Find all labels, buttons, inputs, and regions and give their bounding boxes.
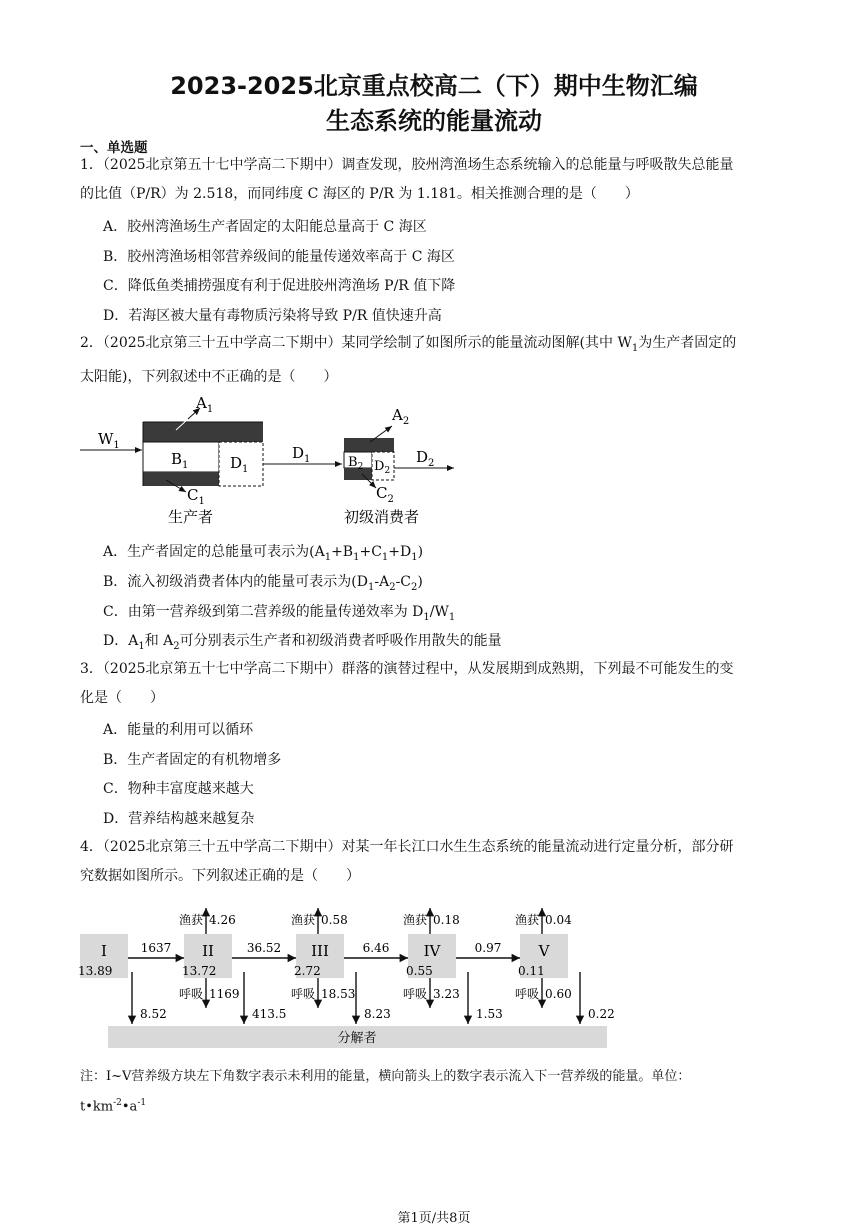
respiration-label: 呼吸 [514, 987, 539, 1001]
consumer-respiration-band [344, 438, 394, 452]
decomposer-value: 1.53 [476, 1007, 503, 1021]
producer-c1-band [143, 472, 219, 486]
decomposer-value: 0.22 [588, 1007, 615, 1021]
d2-transfer-label: $D_2$ [416, 448, 435, 469]
q2-option-a: A．生产者固定的总能量可表示为$(A_1+B_1+C_1+D_1)$ [103, 544, 424, 563]
respiration-label: 呼吸 [402, 987, 427, 1001]
respiration-value: 0.60 [545, 987, 572, 1001]
decomposer-label: 分解者 [337, 1031, 377, 1046]
q4-stem-line1: 4．（2025北京第三十五中学高二下期中）对某一年长江口水生生态系统的能量流动进行定量分析，部分研 [80, 839, 734, 855]
q2-stem-line1: 2．（2025北京第三十五中学高二下期中）某同学绘制了如图所示的能量流动图解(其中 $W_1$为生产者固定的 [80, 335, 737, 354]
q1-option-b: B．胶州湾渔场相邻营养级间的能量传递效率高于 C 海区 [103, 249, 455, 265]
q3-option-a: A．能量的利用可以循环 [103, 722, 254, 738]
c2-label: $C_2$ [376, 484, 394, 505]
energy-flow-diagram [76, 392, 476, 532]
d1-transfer-label: $D_1$ [292, 444, 311, 465]
respiration-value: 18.53 [321, 987, 356, 1001]
trophic-level-diagram [74, 900, 619, 1058]
respiration-label: 呼吸 [290, 987, 315, 1001]
unused-value: 13.89 [78, 964, 113, 978]
transfer-value: 0.97 [474, 941, 502, 955]
q3-option-d: D．营养结构越来越复杂 [103, 811, 255, 827]
d2-label: $D_2$ [374, 459, 391, 476]
q1-option-a: A．胶州湾渔场生产者固定的太阳能总量高于 C 海区 [103, 219, 427, 235]
a1-label: $A_1$ [196, 394, 214, 415]
q2-option-b: B．流入初级消费者体内的能量可表示为$(D_1-A_2-C_2)$ [103, 574, 423, 593]
unused-value: 0.11 [518, 964, 545, 978]
catch-value: 0.18 [433, 913, 460, 927]
note-line1: 注：I~V营养级方块左下角数字表示未利用的能量，横向箭头上的数字表示流入下一营养级的能量。单位： [80, 1069, 691, 1084]
q1-stem [80, 151, 792, 209]
d1-label: $D_1$ [230, 454, 249, 475]
page-title-line2: 生态系统的能量流动 [326, 107, 542, 135]
q3-stem [80, 655, 792, 713]
q4-stem [80, 833, 792, 891]
q1-stem-line1: 1．（2025北京第五十七中学高二下期中）调查发现，胶州湾渔场生态系统输入的总能量与呼吸散失总能量 [80, 157, 734, 173]
decomposer-value: 8.23 [364, 1007, 391, 1021]
unused-value: 0.55 [406, 964, 433, 978]
page-title-line1: 2023-2025北京重点校高二（下）期中生物汇编 [170, 72, 698, 100]
catch-label: 渔获 [290, 913, 315, 927]
q3-stem-line1: 3．（2025北京第五十七中学高二下期中）群落的演替过程中，从发展期到成熟期，下列最不可能发生的变 [80, 661, 734, 677]
q2-stem-line2: 太阳能)，下列叙述中不正确的是（ ） [80, 368, 338, 385]
catch-label: 渔获 [178, 913, 203, 927]
unused-value: 2.72 [294, 964, 321, 978]
q1-option-c: C．降低鱼类捕捞强度有利于促进胶州湾渔场 P/R 值下降 [103, 278, 456, 294]
q1-stem-line2: 的比值（P/R）为 2.518，而同纬度 C 海区的 P/R 为 1.181。相关推测合理的是（ ） [80, 186, 639, 202]
note-unit: $t•km^{-2}•a^{-1}$ [80, 1098, 147, 1115]
a2-label: $A_2$ [392, 406, 410, 427]
q2-option-c: C．由第一营养级到第二营养级的能量传递效率为 $D_1/W_1$ [103, 604, 456, 623]
catch-label: 渔获 [514, 913, 539, 927]
catch-label: 渔获 [402, 913, 427, 927]
catch-value: 4.26 [209, 913, 236, 927]
trophic-level-label: I [101, 942, 107, 960]
diagram-note [80, 1063, 792, 1120]
producer-label: 生产者 [168, 508, 214, 526]
catch-value: 0.58 [321, 913, 348, 927]
page-footer: 第1页/共8页 [397, 1211, 471, 1226]
section-heading: 一、单选题 [80, 140, 148, 156]
decomposer-value: 8.52 [140, 1007, 167, 1021]
transfer-value: 1637 [140, 941, 172, 955]
q2-option-d: D．$A_1$和 $A_2$可分别表示生产者和初级消费者呼吸作用散失的能量 [103, 633, 502, 652]
transfer-value: 6.46 [362, 941, 390, 955]
w1-label: $W_1$ [98, 430, 120, 451]
trophic-level-label: V [538, 942, 550, 960]
trophic-level-label: III [311, 942, 329, 960]
b1-label: $B_1$ [171, 450, 189, 471]
q4-stem-line2: 究数据如图所示。下列叙述正确的是（ ） [80, 868, 360, 884]
q2-stem [80, 329, 792, 392]
producer-respiration-band [143, 422, 263, 442]
respiration-value: 1169 [209, 987, 240, 1001]
q3-option-b: B．生产者固定的有机物增多 [103, 752, 282, 768]
unused-value: 13.72 [182, 964, 217, 978]
b2-label: $B_2$ [348, 455, 364, 472]
decomposer-value: 413.5 [252, 1007, 287, 1021]
transfer-value: 36.52 [246, 941, 282, 955]
q3-stem-line2: 化是（ ） [80, 690, 164, 706]
q1-option-d: D．若海区被大量有毒物质污染将导致 P/R 值快速升高 [103, 308, 442, 324]
trophic-level-label: IV [423, 942, 441, 960]
catch-value: 0.04 [545, 913, 572, 927]
consumer-label: 初级消费者 [344, 508, 420, 526]
respiration-value: 3.23 [433, 987, 460, 1001]
q3-option-c: C．物种丰富度越来越大 [103, 781, 254, 797]
trophic-level-label: II [202, 942, 214, 960]
c1-label: $C_1$ [187, 486, 205, 507]
respiration-label: 呼吸 [178, 987, 203, 1001]
